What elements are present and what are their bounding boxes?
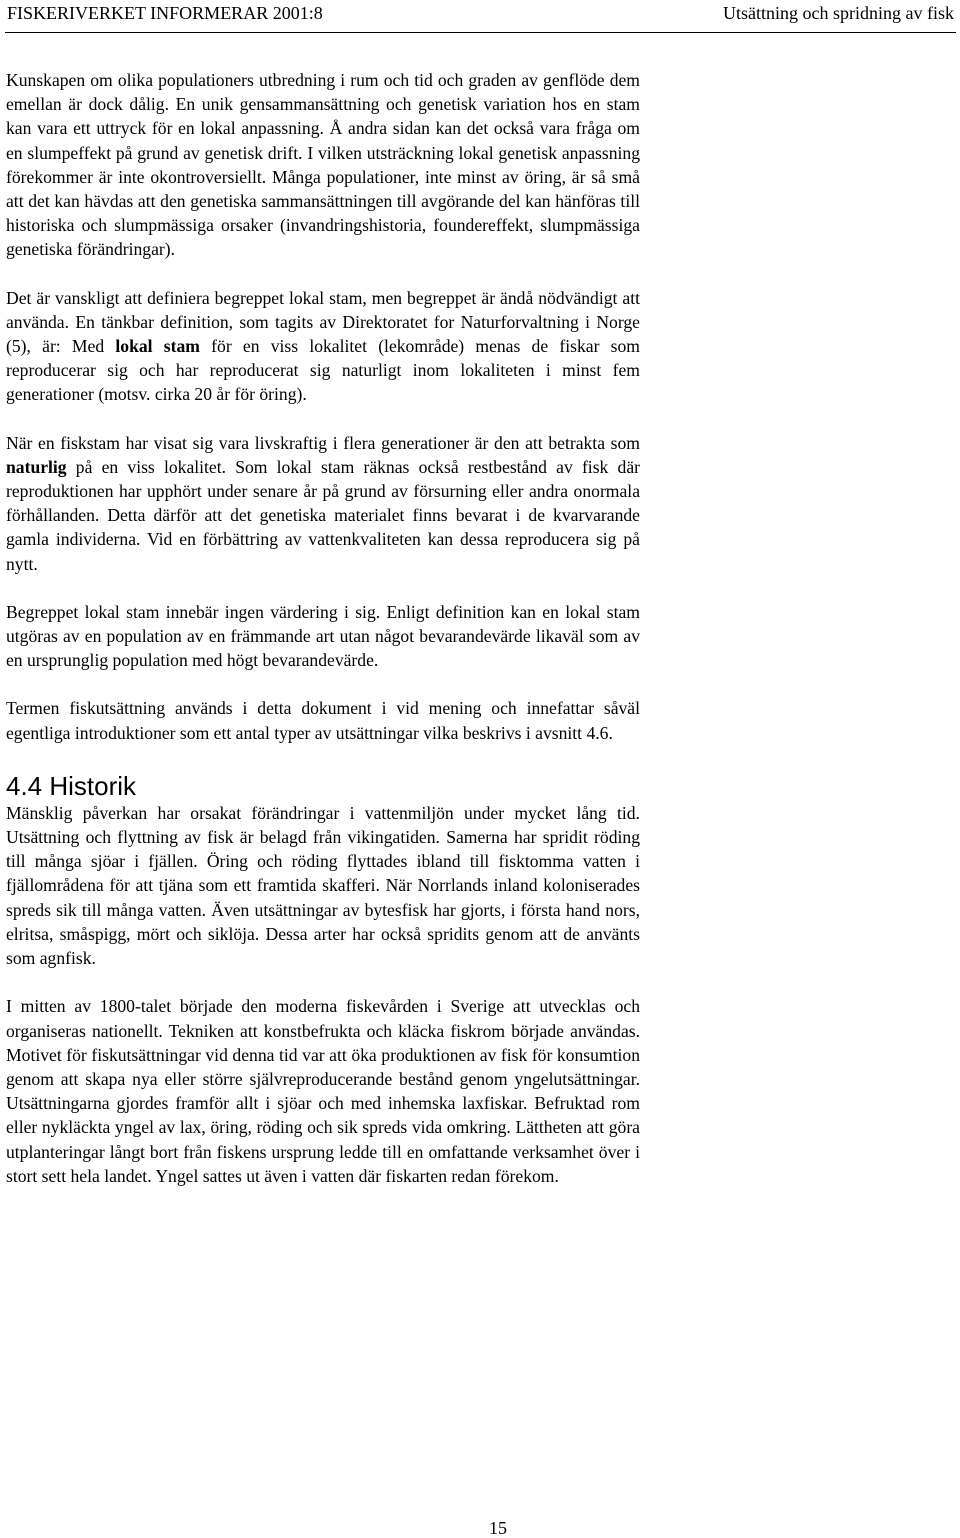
paragraph-human-impact: Mänsklig påverkan har orsakat förändringar i vattenmiljön under mycket lång tid. Utsättning och flyttning av fisk är belagd från vikingatiden. Samerna har spridit röding till många sjöar i fjällen. Öring och röding flyttades ibland till fisktomma vatten i fjällområdena för att tjäna som ett framtida skafferi. När Norrlands inland koloniserades spreds sik till många vatten. Även utsättningar av bytesfisk har gjorts, i första hand nors, elritsa, småspigg, mört och siklöja. Dessa arter har också spridits genom att de använts som agnfisk. [6,802,640,969]
paragraph-text: på en viss lokalitet. Som lokal stam räknas också restbestånd av fisk där reproduktionen har upphört under senare år på grund av försurning eller andra onormala förhållanden. Detta därför att det genetiska materialet finns bevarat i de kvarvarande gamla individerna. Vid en förbättring av vattenkvaliteten kan dessa reproducera sig på nytt. [6,456,640,574]
bold-term-naturlig: naturlig [6,456,67,477]
publication-title: FISKERIVERKET INFORMERAR 2001:8 [7,3,323,23]
page-number: 15 [489,1518,507,1538]
page-body [6,68,640,1212]
paragraph-text: Det är vanskligt att definiera begreppet lokal stam, men begreppet är ändå nödvändigt att använda. En tänkbar definition, som tagits av Direktoratet for Naturforvaltning i Norge (5), är: Med [6,287,640,357]
chapter-title: Utsättning och spridning av fisk [723,3,954,23]
paragraph-natural-stock [6,431,640,576]
paragraph-no-valuation: Begreppet lokal stam innebär ingen värdering i sig. Enligt definition kan en lokal stam utgöras av en population av en främmande art utan något bevarandevärde likaväl som av en ursprunglig population med högt bevarandevärde. [6,601,640,671]
section-heading-historik: 4.4 Historik [6,770,137,801]
page-header [5,0,956,33]
bold-term-lokal-stam: lokal stam [115,336,200,357]
paragraph-text: När en fiskstam har visat sig vara livskraftig i flera generationer är den att betrakta som [6,432,640,453]
paragraph-term-fish-stocking: Termen fiskutsättning används i detta dokument i vid mening och innefattar såväl egentliga introduktioner som ett antal typer av utsättningar vilka beskrivs i avsnitt 4.6. [6,698,640,743]
paragraph-local-stock-definition [6,286,640,407]
paragraph-gene-flow: Kunskapen om olika populationers utbredning i rum och tid och graden av genflöde dem emellan är dock dålig. En unik gensammansättning och genetisk variation hos en stam kan vara ett uttryck för en lokal anpassning. Å andra sidan kan det också vara fråga om en slumpeffekt på grund av genetisk drift. I vilken utsträckning lokal genetisk anpassning förekommer är inte okontroversiellt. Många populationer, inte minst av öring, är så små att det kan hävdas att den genetiska sammansättningen till avgörande del kan hänföras till historiska och slumpmässiga orsaker (invandringshistoria, foundereffekt, slumpmässiga genetiska förändringar). [6,70,640,260]
paragraph-modern-fish-management: I mitten av 1800-talet började den moderna fiskevården i Sverige att utvecklas och organiseras nationellt. Tekniken att konstbefrukta och kläcka fiskrom började användas. Motivet för fiskutsättningar vid denna tid var att öka produktionen av fisk för konsumtion genom att skapa nya eller större självreproducerande bestånd genom yngelutsättningar. Utsättningarna gjordes framför allt i sjöar och med inhemska laxfiskar. Befruktad rom eller nykläckta yngel av lax, öring, röding och sik spreds vida omkring. Lättheten att göra utplanteringar långt bort från fiskens ursprung ledde till en omfattande verksamhet över i stort sett hela landet. Yngel sattes ut även i vatten där fiskarten redan förekom. [6,996,640,1186]
paragraph-text: för en viss lokalitet (lekområde) menas de fiskar som reproducerar sig och har reproducerat sig naturligt inom lokaliteten i minst fem generationer (motsv. cirka 20 år för öring). [6,336,640,405]
